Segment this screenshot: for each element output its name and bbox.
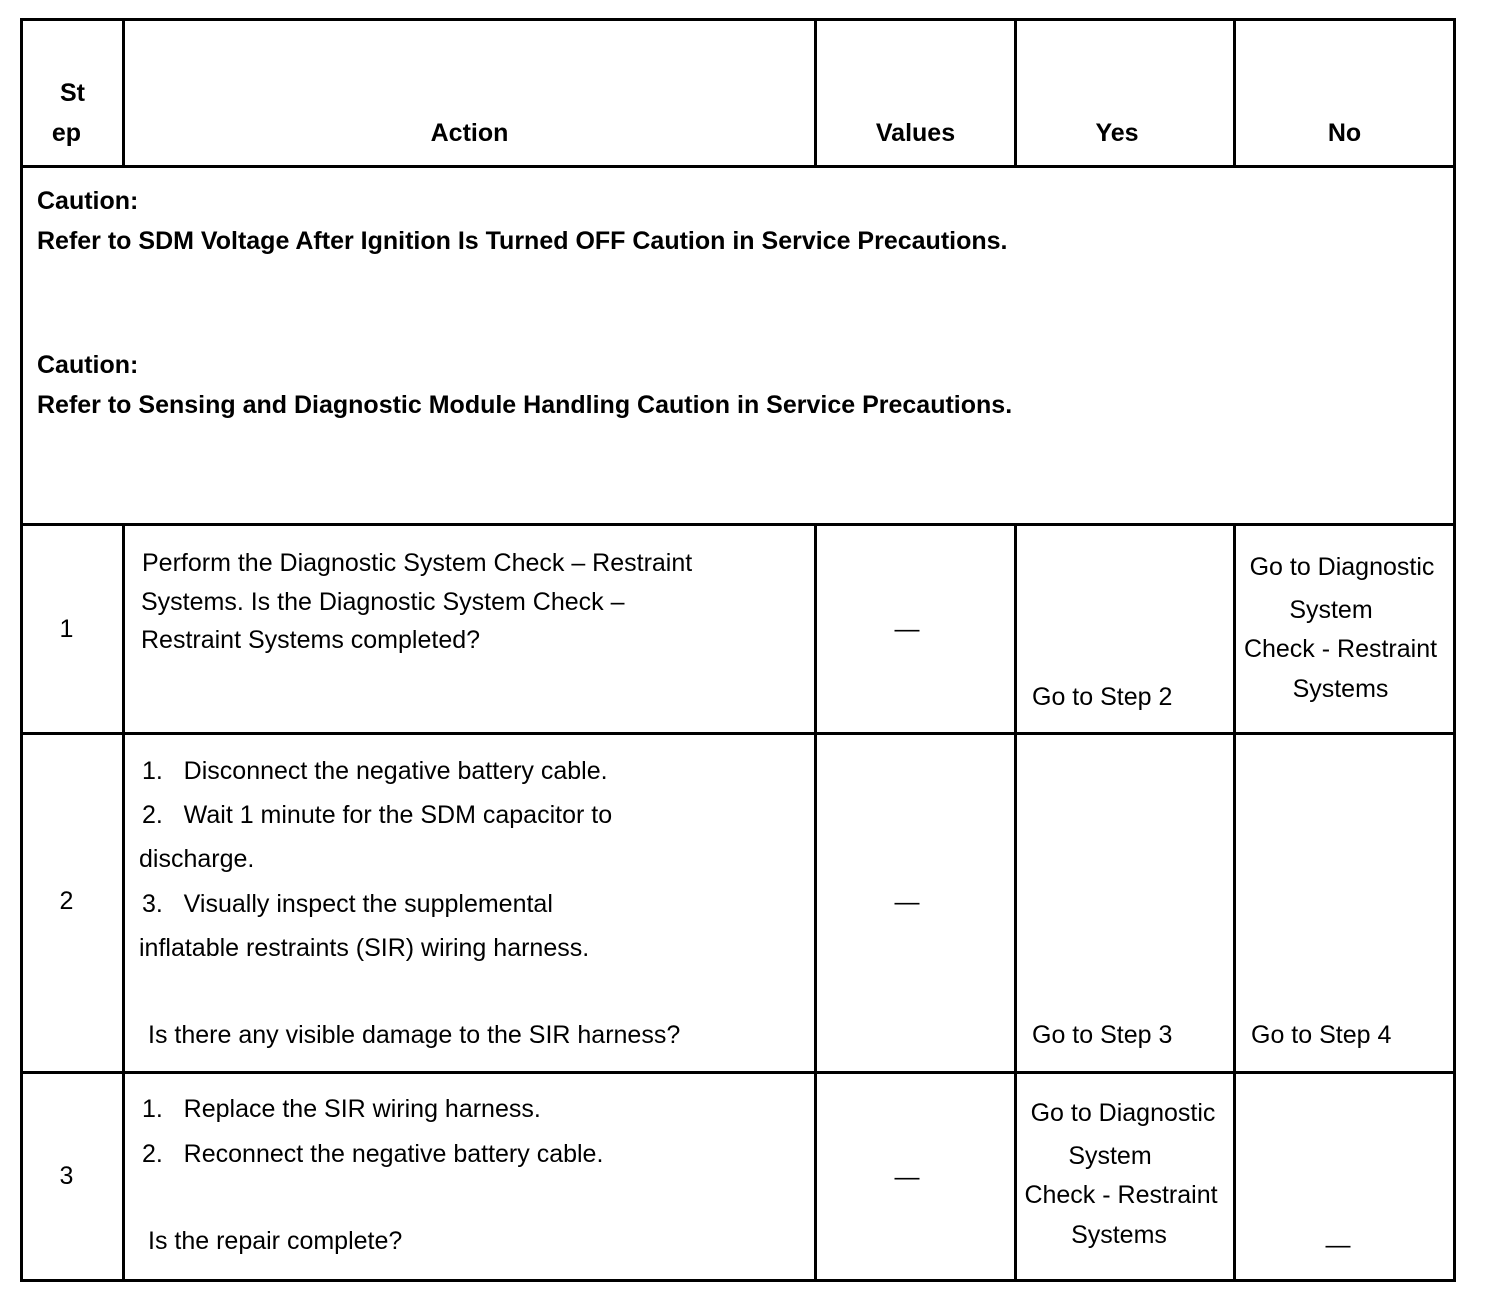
row3-yes-line2: System <box>1068 1142 1152 1170</box>
row3-yes-line4: Systems <box>1071 1221 1167 1249</box>
row3-action-line1: 1. Replace the SIR wiring harness. <box>142 1095 541 1123</box>
row2-step: 2 <box>59 887 74 915</box>
row1-action-line2: Systems. Is the Diagnostic System Check – <box>141 588 625 616</box>
header-yes: Yes <box>1095 119 1139 147</box>
row1-no-line4: Systems <box>1292 675 1389 703</box>
row1-no-line2: System <box>1289 596 1373 624</box>
row2-action-line2: 2. Wait 1 minute for the SDM capacitor to <box>142 801 613 829</box>
caution-2-text: Refer to Sensing and Diagnostic Module Handling Caution in Service Precautions. <box>37 391 1013 419</box>
row3-action-line2: 2. Reconnect the negative battery cable. <box>142 1140 604 1168</box>
header-action: Action <box>430 119 509 147</box>
header-values: Values <box>875 119 956 147</box>
row3-values: — <box>894 1163 920 1191</box>
row3-no: — <box>1325 1231 1351 1259</box>
rule-bottom <box>20 1279 1456 1282</box>
caution-2-title: Caution: <box>37 351 139 379</box>
rule-row1-bottom <box>20 732 1456 735</box>
row1-no-line1: Go to Diagnostic <box>1249 553 1435 581</box>
header-no: No <box>1327 119 1362 147</box>
row2-action-line3: discharge. <box>139 845 255 873</box>
rule-header-bottom <box>20 165 1456 168</box>
diagnostic-table <box>20 18 1456 1282</box>
row2-values: — <box>894 888 920 916</box>
row2-yes: Go to Step 3 <box>1032 1021 1173 1049</box>
caution-1-text: Refer to SDM Voltage After Ignition Is Turned OFF Caution in Service Precautions. <box>37 227 1008 255</box>
header-step-line1: St <box>60 79 85 107</box>
row3-question: Is the repair complete? <box>148 1227 403 1255</box>
rule-col-step-body <box>122 523 125 1282</box>
row2-action-line1: 1. Disconnect the negative battery cable. <box>142 757 608 785</box>
row3-step: 3 <box>59 1162 74 1190</box>
row1-action-line3: Restraint Systems completed? <box>141 626 481 654</box>
header-step-line2: ep <box>51 119 82 147</box>
rule-caution-bottom <box>20 523 1456 526</box>
row3-yes-line1: Go to Diagnostic <box>1030 1099 1216 1127</box>
row1-step: 1 <box>59 615 74 643</box>
row1-yes: Go to Step 2 <box>1032 683 1173 711</box>
rule-top <box>20 18 1456 21</box>
row2-action-line4: 3. Visually inspect the supplemental <box>142 890 553 918</box>
row1-values: — <box>894 615 920 643</box>
row1-action-line1: Perform the Diagnostic System Check – Restraint <box>142 549 693 577</box>
row3-yes-line3: Check - Restraint <box>1024 1181 1218 1209</box>
caution-1-title: Caution: <box>37 187 139 215</box>
rule-right <box>1453 18 1456 1282</box>
rule-row2-bottom <box>20 1071 1456 1074</box>
rule-left <box>20 18 23 1282</box>
row2-action-line5: inflatable restraints (SIR) wiring harness. <box>139 934 590 962</box>
row2-no: Go to Step 4 <box>1251 1021 1392 1049</box>
row2-question: Is there any visible damage to the SIR harness? <box>148 1021 681 1049</box>
row1-no-line3: Check - Restraint <box>1243 635 1438 663</box>
